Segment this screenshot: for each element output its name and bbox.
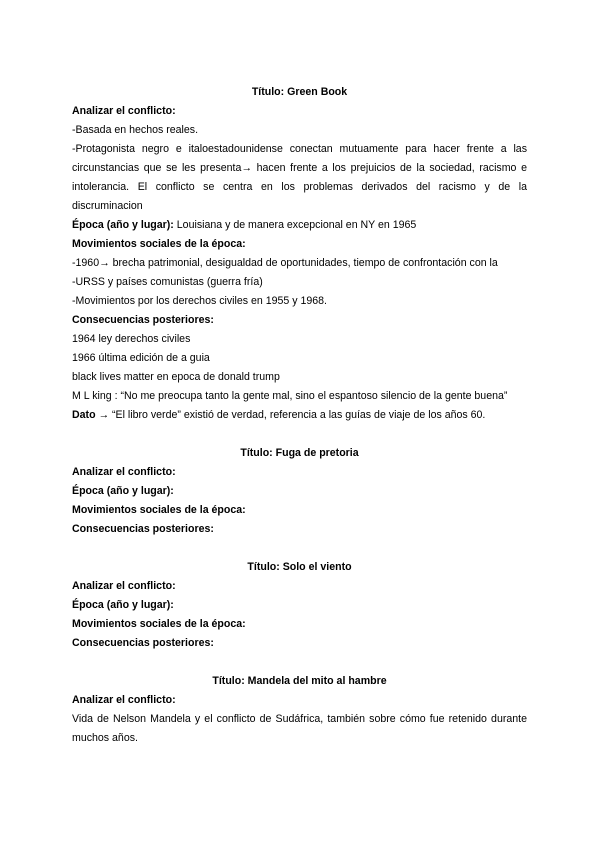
conflict-heading: Analizar el conflicto: xyxy=(72,580,176,592)
conflict-heading: Analizar el conflicto: xyxy=(72,694,176,706)
quote-paragraph: M L king : “No me preocupa tanto la gente mal, sino el espantoso silencio de la gente buena” xyxy=(72,390,508,402)
document-content xyxy=(72,83,527,767)
section-title: Título: Mandela del mito al hambre xyxy=(212,675,387,687)
conflict-heading: Analizar el conflicto: xyxy=(72,466,176,478)
epoch-heading: Época (año y lugar): xyxy=(72,599,174,611)
conflict-paragraph: Vida de Nelson Mandela y el conflicto de Sudáfrica, también sobre cómo fue retenido durante muchos años. xyxy=(72,713,527,744)
consequences-heading: Consecuencias posteriores: xyxy=(72,637,214,649)
consequences-line: 1964 ley derechos civiles xyxy=(72,333,191,345)
epoch-heading: Época (año y lugar): xyxy=(72,485,174,497)
section-green-book xyxy=(72,83,527,425)
section-title: Título: Solo el viento xyxy=(247,561,352,573)
epoch-heading: Época (año y lugar): xyxy=(72,219,174,231)
movements-heading: Movimientos sociales de la época: xyxy=(72,618,246,630)
fact-heading: Dato → xyxy=(72,409,110,421)
conflict-line: -Basada en hechos reales. xyxy=(72,124,199,136)
epoch-text: Louisiana y de manera excepcional en NY en 1965 xyxy=(173,219,417,231)
consequences-line: black lives matter en epoca de donald trump xyxy=(72,371,280,383)
fact-line xyxy=(72,406,527,425)
fact-text: “El libro verde” existió de verdad, referencia a las guías de viaje de los años 60. xyxy=(109,409,486,421)
section-title: Título: Fuga de pretoria xyxy=(240,447,359,459)
movements-line: -1960→ brecha patrimonial, desigualdad de oportunidades, tiempo de confrontación con la xyxy=(72,257,498,269)
movements-line: -Movimientos por los derechos civiles en 1955 y 1968. xyxy=(72,295,327,307)
movements-heading: Movimientos sociales de la época: xyxy=(72,238,246,250)
conflict-heading: Analizar el conflicto: xyxy=(72,105,176,117)
conflict-paragraph: -Protagonista negro e italoestadounidense conectan mutuamente para hacer frente a las circunstancias que se les presenta→ hacen frente a los prejuicios de la sociedad, racismo e intolerancia. El conflicto se centra en los problemas derivados del racismo y de la discruminacion xyxy=(72,143,527,212)
section-solo-el-viento xyxy=(72,558,527,653)
section-mandela xyxy=(72,672,527,748)
movements-line: -URSS y países comunistas (guerra fría) xyxy=(72,276,263,288)
consequences-line: 1966 última edición de a guia xyxy=(72,352,210,364)
movements-heading: Movimientos sociales de la época: xyxy=(72,504,246,516)
consequences-heading: Consecuencias posteriores: xyxy=(72,314,214,326)
epoch-line xyxy=(72,216,527,235)
section-title: Título: Green Book xyxy=(251,86,348,98)
section-fuga-de-pretoria xyxy=(72,444,527,539)
consequences-heading: Consecuencias posteriores: xyxy=(72,523,214,535)
